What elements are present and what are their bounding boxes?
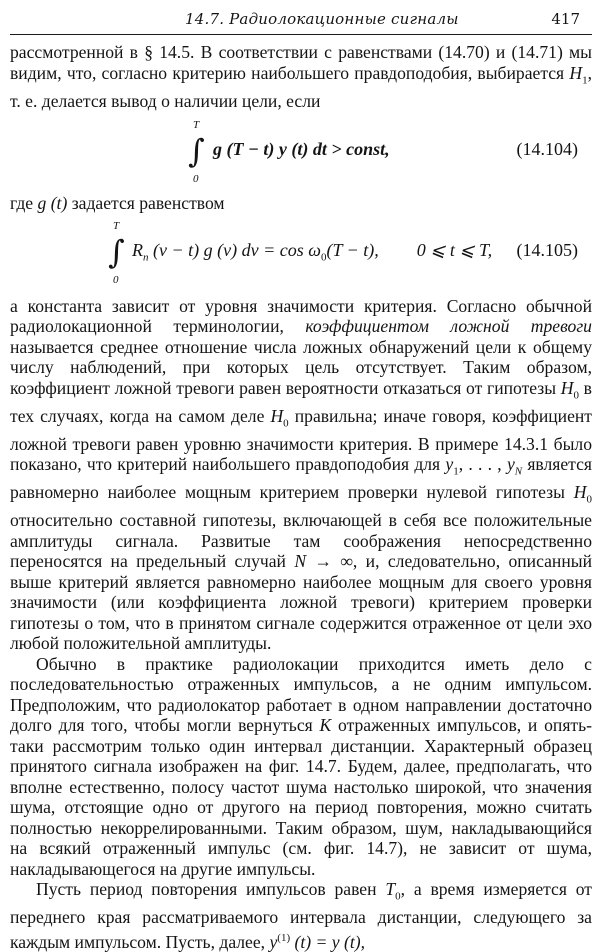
math-symbol: H bbox=[270, 405, 284, 426]
running-title: 14.7. Радиолокационные сигналы bbox=[185, 10, 459, 28]
paragraph-5 bbox=[10, 879, 592, 952]
math-expression: (t) = y (t), bbox=[290, 931, 366, 952]
equation-body: g (T − t) y (t) dt > const, bbox=[213, 139, 390, 160]
integral-lower-limit: 0 bbox=[193, 173, 199, 186]
math-expression: (v − t) g (v) dv = cos ω bbox=[148, 239, 321, 260]
integral-upper-limit: T bbox=[113, 219, 120, 232]
running-header bbox=[10, 0, 592, 35]
math-symbol: H bbox=[560, 377, 574, 398]
paragraph-1 bbox=[10, 42, 592, 111]
paragraph-4 bbox=[10, 654, 592, 880]
text-run: правильна; иначе говоря, коэффициент ложной тревоги равен уровню значимости критерия. В примере 14.3.1 было показано, что критерий наибольшего правдоподобия для bbox=[10, 405, 592, 475]
math-symbol: T bbox=[385, 879, 396, 900]
paragraph-3 bbox=[10, 296, 592, 654]
text-run: задается равенством bbox=[67, 193, 225, 214]
text-run: относительно составной гипотезы, включающей в себя все положительные амплитуды сигнала. Развитые там соображения непосредственно переносятся на предельный случай bbox=[10, 510, 592, 572]
math-subscript: 1 bbox=[582, 74, 588, 87]
text-run: в тех случаях, когда на самом деле bbox=[10, 377, 592, 426]
text-run: , а время измеряется от переднего края рассматриваемого интервала дистанции, следующего за каждым импульсом. Пусть, далее, bbox=[10, 879, 592, 952]
text-run: , и, следовательно, описанный выше критерий является равномерно наиболее мощным для своего уровня значимости (или коэффициента ложной тревоги) критерием проверки гипотезы о том, что в принятом сигнале содержится отраженное от цели эхо любой положительной амплитуды. bbox=[10, 551, 592, 654]
text-run: отраженных импульсов, и опять-таки рассмотрим только один интервал дистанции. Характерный образец принятого сигнала изображен на фиг. 14.7. Будем, далее, предполагать, что вполне естественно, полосу частот шума настолько широкой, что значения шума, отстоящие одно от другого на период повторения, можно считать полностью некоррелированными. Таким образом, шум, накладывающийся на всякий отраженный импульс (см. фиг. 14.7), не зависит от шума, накладывающегося на другие импульсы. bbox=[10, 715, 592, 879]
math-subscript: 0 bbox=[586, 493, 592, 506]
equation-number: (14.105) bbox=[516, 239, 578, 260]
math-subscript: 0 bbox=[320, 251, 327, 264]
math-subscript: n bbox=[143, 251, 149, 264]
equation-14-105 bbox=[10, 218, 592, 290]
math-symbol: H bbox=[569, 62, 583, 83]
math-superscript: (1) bbox=[277, 931, 291, 944]
math-symbol: K bbox=[319, 715, 332, 736]
defined-term: коэффициентом ложной тревоги bbox=[305, 316, 592, 337]
equation-condition: 0 ⩽ t ⩽ T, bbox=[416, 239, 493, 260]
page-number: 417 bbox=[551, 10, 580, 28]
integral-block bbox=[188, 117, 208, 189]
math-symbol: y bbox=[506, 454, 515, 475]
text-run: , т. е. делается вывод о наличии цели, если bbox=[10, 62, 592, 111]
math-symbol: H bbox=[573, 482, 587, 503]
math-subscript: 0 bbox=[283, 417, 289, 430]
text-run: является равномерно наиболее мощным критерием проверки нулевой гипотезы bbox=[10, 454, 592, 503]
equation-14-104 bbox=[10, 117, 592, 189]
math-symbol: R bbox=[132, 239, 143, 260]
math-expression: (T − t), bbox=[326, 239, 379, 260]
text-run: называется среднее отношение числа ложных обнаружений цели к общему числу наблюдений, при которых цель отсутствует. Таким образом, коэффициент ложной тревоги равен вероятности отказаться от гипотезы bbox=[10, 336, 592, 398]
equation-number: (14.104) bbox=[516, 139, 578, 160]
text-run: а константа зависит от уровня значимости критерия. Согласно обычной радиолокационной терминологии, bbox=[10, 295, 592, 337]
equation-body bbox=[132, 240, 492, 264]
math-subscript: N bbox=[514, 465, 523, 478]
integral-upper-limit: T bbox=[193, 119, 200, 132]
math-symbol: y bbox=[269, 931, 278, 952]
math-subscript: 0 bbox=[573, 389, 579, 402]
math-symbol: y bbox=[445, 454, 454, 475]
text-run: Пусть период повторения импульсов равен bbox=[36, 879, 386, 900]
math-symbol: g (t) bbox=[37, 193, 68, 214]
text-run: рассмотренной в § 14.5. В соответствии с равенствами (14.70) и (14.71) мы видим, что, согласно критерию наибольшего правдоподобия, выбирается bbox=[10, 42, 592, 83]
integral-block bbox=[108, 218, 128, 290]
text-run: Обычно в практике радиолокации приходится иметь дело с последовательностью отраженных импульсов, а не одним импульсом. Предположим, что радиолокатор работает в одном направлении достаточно долго для того, чтобы могли вернуться bbox=[10, 653, 592, 736]
math-subscript: 1 bbox=[453, 465, 459, 478]
math-expression: N → ∞ bbox=[294, 551, 353, 572]
paragraph-2 bbox=[10, 193, 592, 214]
integral-lower-limit: 0 bbox=[113, 273, 119, 286]
integral-sign: ∫ bbox=[188, 132, 205, 171]
math-subscript: 0 bbox=[395, 890, 401, 903]
text-run: где bbox=[10, 193, 38, 214]
integral-sign: ∫ bbox=[108, 232, 125, 271]
text-run: , . . . , bbox=[458, 454, 507, 475]
